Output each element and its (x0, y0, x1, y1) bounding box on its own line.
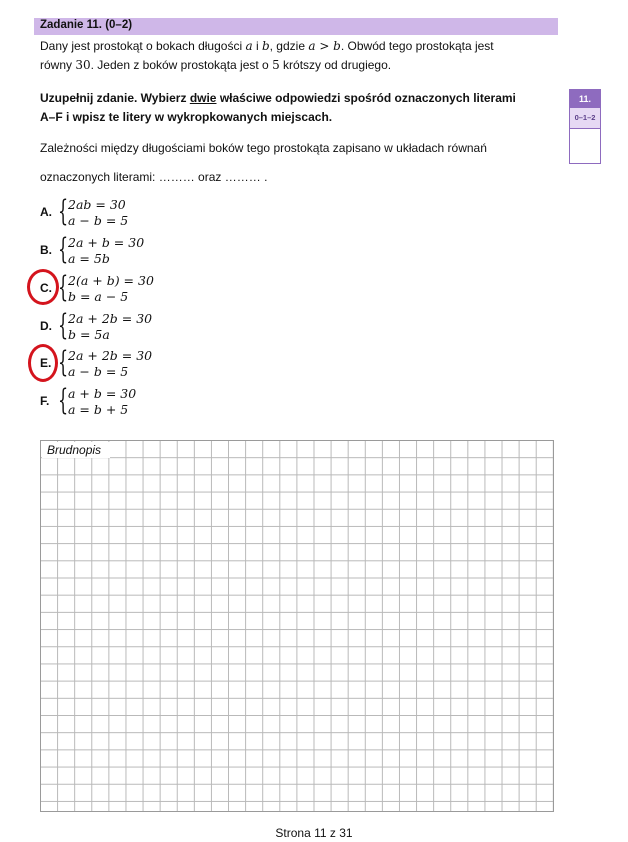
instruction-line-1: Uzupełnij zdanie. Wybierz dwie właściwe odpowiedzi spośród oznaczonych literami (40, 91, 516, 105)
instruction-line-2: A–F i wpisz te litery w wykropkowanych miejscach. (40, 110, 333, 124)
equation-2: a − b = 5 (68, 364, 129, 379)
equation-2: a = 5b (68, 251, 110, 266)
task-title: Zadanie 11. (0–2) (40, 19, 133, 31)
option-letter: B. (40, 243, 52, 257)
task-intro (40, 37, 560, 75)
brace-icon: { (58, 308, 69, 342)
sentence-line-1: Zależności między długościami boków tego prostokąta zapisano w układach równań (40, 141, 487, 155)
equation-2: a − b = 5 (68, 213, 129, 228)
equation-1: 2(a + b) = 30 (68, 273, 154, 288)
score-box (569, 89, 601, 164)
option-f[interactable] (40, 385, 280, 419)
difference-value: 5 (272, 58, 280, 72)
condition: a > b (308, 39, 341, 53)
intro-line-2: równy 30. Jeden z boków prostokąta jest o 5 krótszy od drugiego. (40, 58, 392, 72)
equation-2: a = b + 5 (68, 402, 129, 417)
option-a[interactable] (40, 196, 280, 230)
brace-icon: { (58, 270, 69, 304)
option-letter: D. (40, 319, 52, 333)
option-e[interactable] (40, 347, 280, 381)
equation-1: 2a + b = 30 (68, 235, 145, 250)
option-d[interactable] (40, 310, 280, 344)
instruction-two: dwie (189, 91, 217, 105)
selection-circle-c (27, 269, 59, 305)
brace-icon: { (58, 232, 69, 266)
perimeter-value: 30 (75, 58, 91, 72)
task-instruction (40, 89, 560, 127)
intro-line-1: Dany jest prostokąt o bokach długości a i b, gdzie a > b. Obwód tego prostokąta jest (40, 39, 494, 53)
page-number: Strona 11 z 31 (275, 826, 353, 840)
var-b: b (261, 39, 270, 53)
draft-grid[interactable] (40, 440, 554, 812)
option-c[interactable] (40, 272, 280, 306)
score-points: 0–1–2 (570, 108, 600, 129)
equation-2: b = a − 5 (68, 289, 129, 304)
option-letter: E. (40, 356, 52, 370)
option-letter: A. (40, 205, 52, 219)
equation-1: 2ab = 30 (68, 197, 126, 212)
sentence-line-2: oznaczonych literami: ……… oraz ……… . (40, 170, 268, 184)
option-letter: F. (40, 394, 50, 408)
var-a: a (245, 39, 253, 53)
brace-icon: { (58, 345, 69, 379)
equation-2: b = 5a (68, 327, 110, 342)
brace-icon: { (58, 383, 69, 417)
draft-label: Brudnopis (42, 442, 110, 458)
score-task-number: 11. (570, 90, 600, 108)
option-letter: C. (40, 281, 52, 295)
equation-1: a + b = 30 (68, 386, 137, 401)
option-b[interactable] (40, 234, 280, 268)
equation-1: 2a + 2b = 30 (68, 348, 153, 363)
brace-icon: { (58, 194, 69, 228)
selection-circle-e (28, 344, 58, 382)
equation-1: 2a + 2b = 30 (68, 311, 153, 326)
